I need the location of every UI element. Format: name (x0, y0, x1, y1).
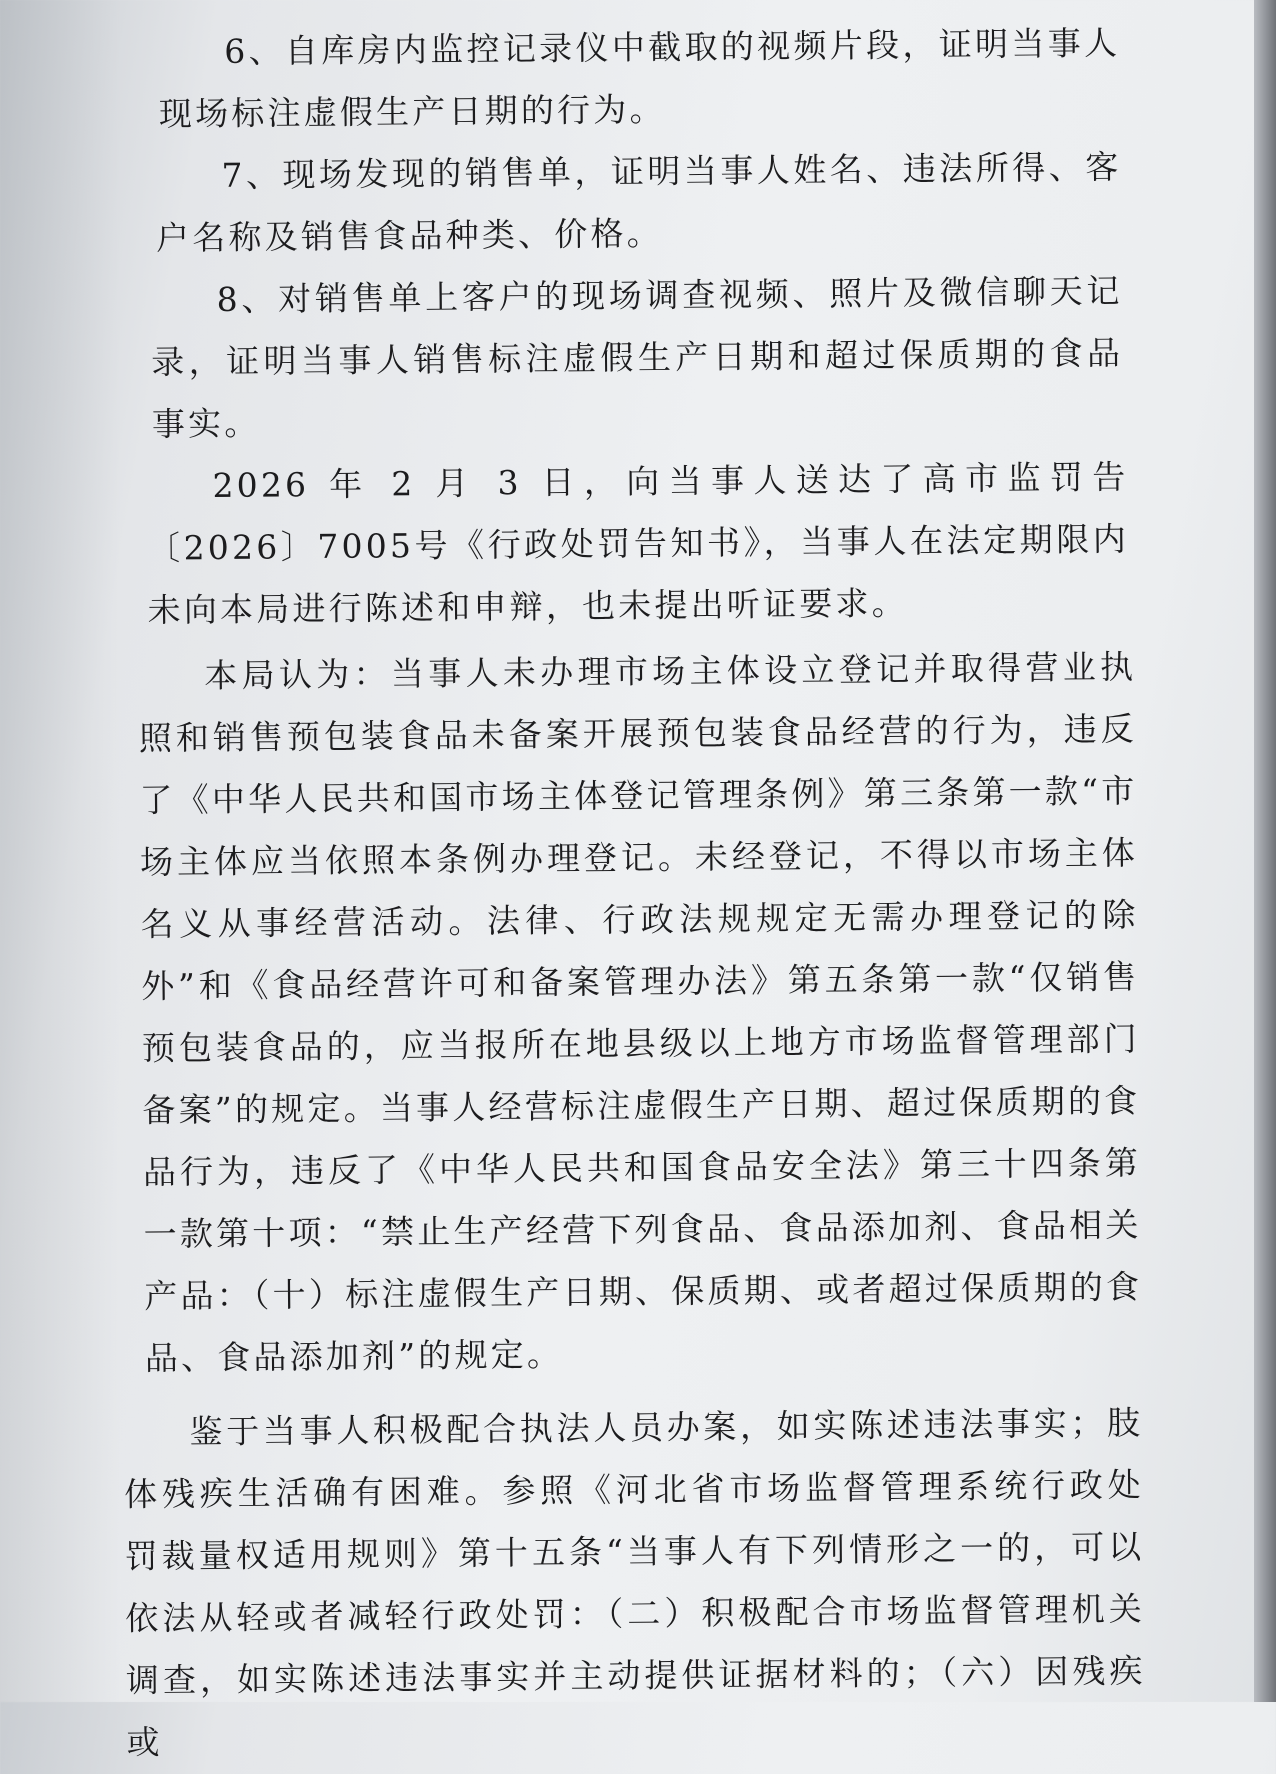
mitigation-paragraph: 鉴于当事人积极配合执法人员办案，如实陈述违法事实；肢体残疾生活确有困难。参照《河北省市场监督管理系统行政处罚裁量权适用规则》第十五条“当事人有下列情形之一的，可以依法从轻或者减轻行政处罚：（二）积极配合市场监督管理机关调查，如实陈述违法事实并主动提供证据材料的；（六）因残疾或 (123, 1403, 1147, 1762)
evidence-item-7: 7、现场发现的销售单，证明当事人姓名、违法所得、客户名称及销售食品种类、价格。 (155, 147, 1122, 258)
page-shadow (0, 0, 120, 1702)
document-page (110, 12, 1147, 1774)
evidence-item-8: 8、对销售单上客户的现场调查视频、照片及微信聊天记录，证明当事人销售标注虚假生产日期和超过保质期的食品事实。 (151, 271, 1124, 444)
evidence-item-6: 6、自库房内监控记录仪中截取的视频片段，证明当事人现场标注虚假生产日期的行为。 (158, 23, 1121, 134)
finding-paragraph: 本局认为：当事人未办理市场主体设立登记并取得营业执照和销售预包装食品未备案开展预包装食品经营的行为，违反了《中华人民共和国市场主体登记管理条例》第三条第一款“市场主体应当依照本条例办理登记。未经登记，不得以市场主体名义从事经营活动。法律、行政法规规定无需办理登记的除外”和《食品经营许可和备案管理办法》第五条第一款“仅销售预包装食品的，应当报所在地县级以上地方市场监督管理部门备案”的规定。当事人经营标注虚假生产日期、超过保质期的食品行为，违反了《中华人民共和国食品安全法》第三十四条第一款第十项：“禁止生产经营下列食品、食品添加剂、食品相关产品：（十）标注虚假生产日期、保质期、或者超过保质期的食品、食品添加剂”的规定。 (138, 647, 1143, 1378)
paper-edge (1254, 0, 1276, 1702)
notice-delivery-paragraph: 2026 年 2 月 3 日，向当事人送达了高市监罚告〔2026〕7005号《行政处罚告知书》，当事人在法定期限内未向本局进行陈述和申辩，也未提出听证要求。 (146, 457, 1130, 630)
